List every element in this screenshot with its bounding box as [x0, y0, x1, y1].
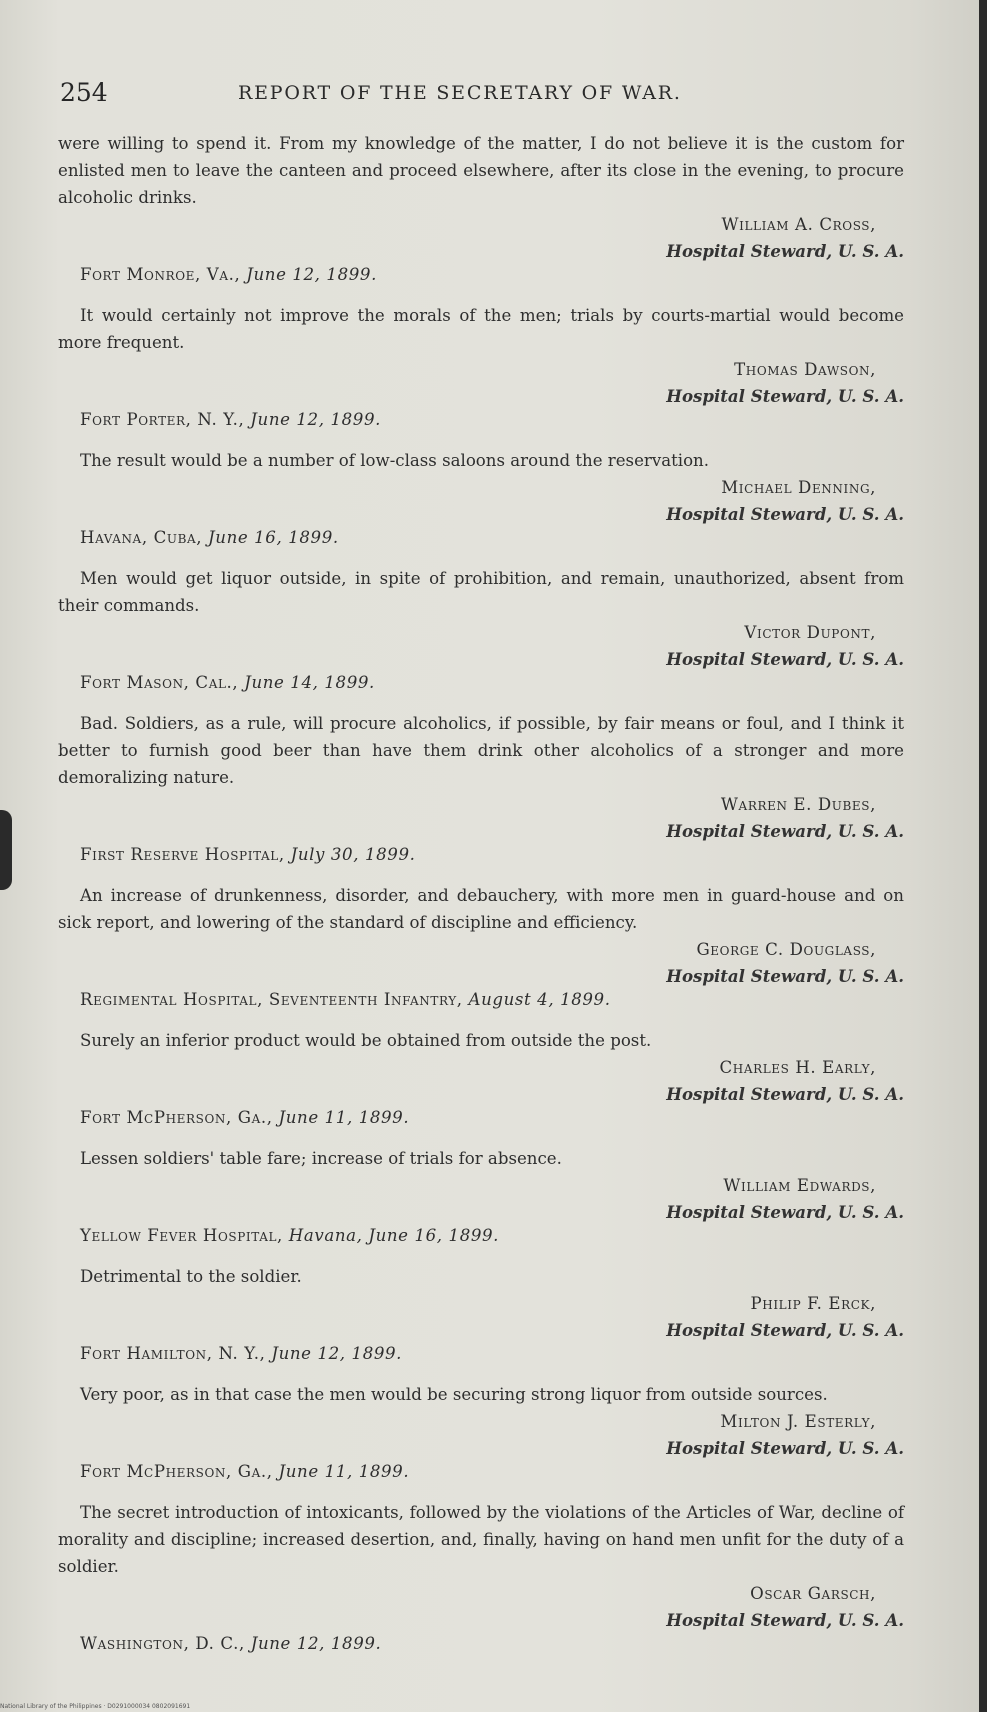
scan-credit: National Library of the Philippines · D0291000034 0802091691: [0, 1703, 191, 1710]
signer-role: Hospital Steward, U. S. A.: [666, 1320, 904, 1340]
testimony-entry: [58, 447, 904, 565]
signer-role: Hospital Steward, U. S. A.: [666, 386, 904, 406]
signer-name: Charles H. Early,: [719, 1058, 876, 1077]
signer-name: Thomas Dawson,: [734, 360, 876, 379]
signer-name: George C. Douglass,: [696, 940, 876, 959]
testimony-text: Lessen soldiers' table fare; increase of trials for absence.: [80, 1149, 562, 1168]
entry-gap: [58, 433, 904, 447]
place-name: Fort Mason, Cal.,: [80, 673, 239, 692]
testimony-entry: [58, 710, 904, 882]
signature-block: [58, 1054, 904, 1108]
signature-block: [58, 1580, 904, 1634]
report-body: [58, 130, 904, 1671]
place-date-line: [80, 261, 904, 288]
entry-date: Havana, June 16, 1899.: [288, 1226, 500, 1245]
testimony-entry: [58, 302, 904, 447]
place-date-line: [80, 406, 904, 433]
entry-date: July 30, 1899.: [290, 845, 416, 864]
signature-block: [58, 211, 904, 265]
signer-name: Oscar Garsch,: [750, 1584, 876, 1603]
testimony-entry: [58, 1499, 904, 1671]
testimony-entry: [58, 1027, 904, 1145]
place-name: Fort Hamilton, N. Y.,: [80, 1344, 266, 1363]
entry-date: June 12, 1899.: [271, 1344, 403, 1363]
entry-gap: [58, 1485, 904, 1499]
entry-date: June 12, 1899.: [250, 410, 381, 429]
signer-role: Hospital Steward, U. S. A.: [666, 504, 904, 524]
signature-block: [58, 619, 904, 673]
signature-block: [58, 791, 904, 845]
testimony-text: Detrimental to the soldier.: [80, 1267, 302, 1286]
place-name: Fort Monroe, Va.,: [80, 265, 241, 284]
signer-name: Philip F. Erck,: [750, 1294, 876, 1313]
signer-name: Victor Dupont,: [744, 623, 876, 642]
scan-left-mark: [0, 810, 12, 890]
place-name: Yellow Fever Hospital,: [80, 1226, 283, 1245]
entry-date: August 4, 1899.: [468, 990, 611, 1009]
signature-block: [58, 936, 904, 990]
place-name: Fort McPherson, Ga.,: [80, 1108, 273, 1127]
testimony-text: It would certainly not improve the morals of the men; trials by courts-martial would become more frequent.: [58, 306, 904, 352]
entry-date: June 12, 1899.: [246, 265, 377, 284]
testimony-text: Very poor, as in that case the men would be securing strong liquor from outside sources.: [80, 1385, 828, 1404]
page-number: 254: [60, 78, 108, 107]
place-date-line: [80, 1222, 904, 1249]
signer-role: Hospital Steward, U. S. A.: [666, 1610, 904, 1630]
entry-gap: [58, 1131, 904, 1145]
testimony-text: were willing to spend it. From my knowledge of the matter, I do not believe it is the custom for enlisted men to leave the canteen and proceed elsewhere, after its close in the evening, to procure alcoholic drinks.: [58, 134, 904, 207]
signature-block: [58, 1408, 904, 1462]
signer-name: Warren E. Dubes,: [720, 795, 876, 814]
place-date-line: [80, 524, 904, 551]
entry-date: June 12, 1899.: [250, 1634, 382, 1653]
entry-gap: [58, 868, 904, 882]
signature-block: [58, 356, 904, 410]
signer-name: Michael Denning,: [721, 478, 876, 497]
place-date-line: [80, 1340, 904, 1367]
testimony-text: The result would be a number of low-class saloons around the reservation.: [80, 451, 710, 470]
place-date-line: [80, 1458, 904, 1485]
entry-date: June 11, 1899.: [278, 1462, 410, 1481]
place-name: Fort Porter, N. Y.,: [80, 410, 245, 429]
testimony-text: Bad. Soldiers, as a rule, will procure alcoholics, if possible, by fair means or foul, and I think it better to furnish good beer than have them drink other alcoholics of a stronger and more demoralizing nature.: [58, 714, 904, 787]
place-date-line: [80, 841, 904, 868]
entry-date: June 11, 1899.: [278, 1108, 410, 1127]
signer-role: Hospital Steward, U. S. A.: [666, 649, 904, 669]
signature-block: [58, 474, 904, 528]
entry-gap: [58, 1249, 904, 1263]
place-name: Fort McPherson, Ga.,: [80, 1462, 273, 1481]
signer-role: Hospital Steward, U. S. A.: [666, 1084, 904, 1104]
place-date-line: [80, 1630, 904, 1657]
signature-block: [58, 1172, 904, 1226]
signer-role: Hospital Steward, U. S. A.: [666, 821, 904, 841]
place-name: First Reserve Hospital,: [80, 845, 285, 864]
signer-name: William Edwards,: [723, 1176, 876, 1195]
testimony-text: Surely an inferior product would be obtained from outside the post.: [80, 1031, 652, 1050]
signer-name: William A. Cross,: [721, 215, 876, 234]
signer-name: Milton J. Esterly,: [720, 1412, 876, 1431]
signer-role: Hospital Steward, U. S. A.: [666, 966, 904, 986]
testimony-entry: [58, 130, 904, 302]
page-header: [60, 78, 900, 114]
place-date-line: [80, 986, 904, 1013]
testimony-entry: [58, 1381, 904, 1499]
entry-gap: [58, 1013, 904, 1027]
entry-gap: [58, 551, 904, 565]
signer-role: Hospital Steward, U. S. A.: [666, 241, 904, 261]
testimony-entry: [58, 882, 904, 1027]
signer-role: Hospital Steward, U. S. A.: [666, 1202, 904, 1222]
testimony-text: An increase of drunkenness, disorder, and debauchery, with more men in guard-house and on sick report, and lowering of the standard of discipline and efficiency.: [58, 886, 904, 932]
place-name: Regimental Hospital, Seventeenth Infantry,: [80, 990, 463, 1009]
entry-gap: [58, 696, 904, 710]
testimony-entry: [58, 1263, 904, 1381]
testimony-entry: [58, 565, 904, 710]
place-name: Havana, Cuba,: [80, 528, 203, 547]
place-name: Washington, D. C.,: [80, 1634, 245, 1653]
entry-date: June 16, 1899.: [208, 528, 339, 547]
entry-date: June 14, 1899.: [244, 673, 375, 692]
entry-gap: [58, 288, 904, 302]
testimony-text: Men would get liquor outside, in spite of prohibition, and remain, unauthorized, absent from their commands.: [58, 569, 904, 615]
entry-gap: [58, 1657, 904, 1671]
testimony-entry: [58, 1145, 904, 1263]
signer-role: Hospital Steward, U. S. A.: [666, 1438, 904, 1458]
entry-gap: [58, 1367, 904, 1381]
signature-block: [58, 1290, 904, 1344]
place-date-line: [80, 1104, 904, 1131]
report-title: REPORT OF THE SECRETARY OF WAR.: [238, 82, 682, 104]
scan-right-edge: [979, 0, 987, 1712]
place-date-line: [80, 669, 904, 696]
testimony-text: The secret introduction of intoxicants, followed by the violations of the Articles of War, decline of morality and discipline; increased desertion, and, finally, having on hand men unfit for the duty of a soldier.: [58, 1503, 904, 1576]
